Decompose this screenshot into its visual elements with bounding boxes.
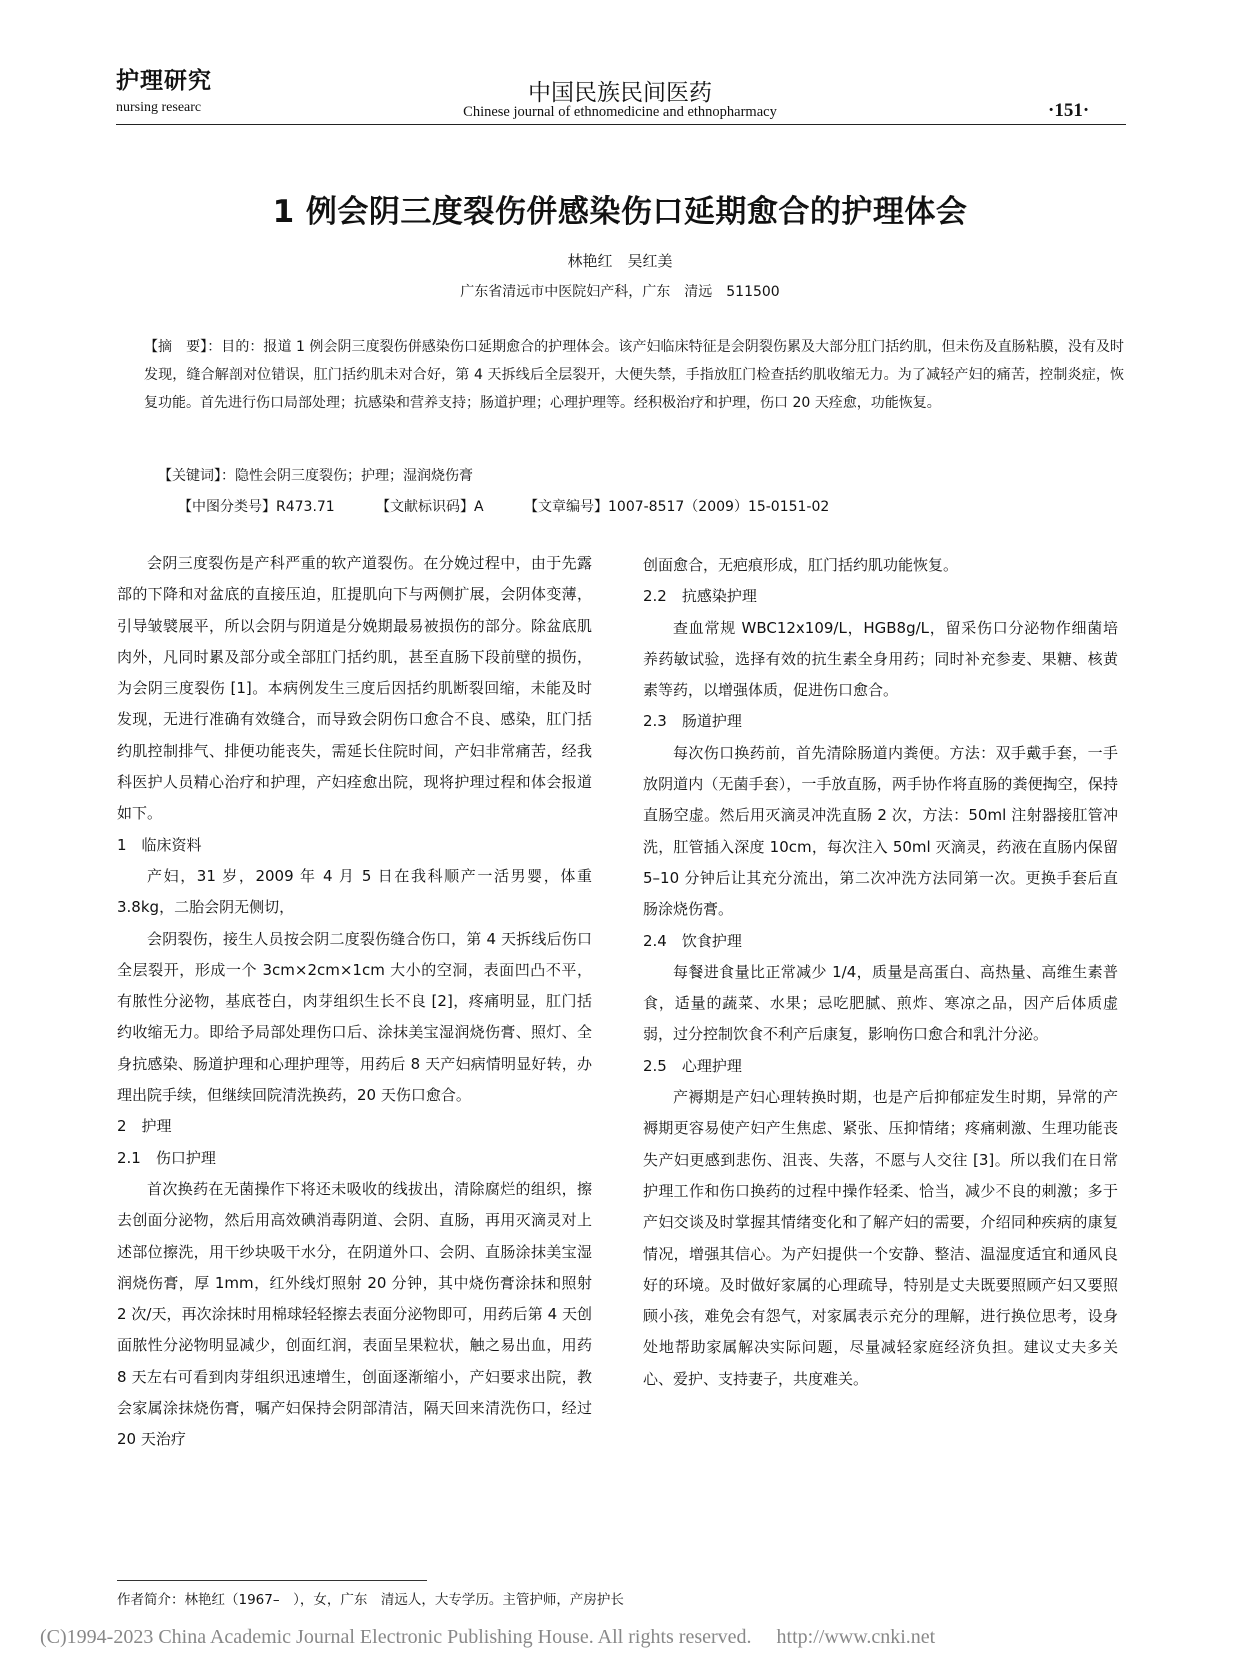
body-paragraph: 创面愈合，无疤痕形成，肛门括约肌功能恢复。	[643, 556, 959, 574]
body-paragraph: 会阴裂伤，接生人员按会阴二度裂伤缝合伤口，第 4 天拆线后伤口全层裂开，形成一个 3cm×2cm×1cm 大小的空洞，表面凹凸不平，有脓性分泌物，基底苍白，肉芽组织生长不良 [2]，疼痛明显，肛门括约收缩无力。即给予局部处理伤口后、涂抹美宝湿润烧伤膏、照灯、全身抗感染、肠道护理和心理护理等，用药后 8 天产妇病情明显好转，办理出院手续，但继续回院清洗换药，20 天伤口愈合。	[117, 929, 592, 1105]
body-paragraph: 每餐进食量比正常减少 1/4，质量是高蛋白、高热量、高维生素普食，适量的蔬菜、水果；忌吃肥腻、煎炸、寒凉之品，因产后体质虚弱，过分控制饮食不利产后康复，影响伤口愈合和乳汁分泌。	[643, 962, 1118, 1044]
body-paragraph: 首次换药在无菌操作下将还未吸收的线拔出，清除腐烂的组织，擦去创面分泌物，然后用高效碘消毒阴道、会阴、直肠，再用灭滴灵对上述部位擦洗，用干纱块吸干水分，在阴道外口、会阴、直肠涂抹美宝湿润烧伤膏，厚 1mm，红外线灯照射 20 分钟，其中烧伤膏涂抹和照射 2 次/天，再次涂抹时用棉球轻轻擦去表面分泌物即可，用药后第 4 天创面脓性分泌物明显减少，创面红润，表面呈果粒状，触之易出血，用药 8 天左右可看到肉芽组织迅速增生，创面逐渐缩小，产妇要求出院，教会家属涂抹烧伤膏，嘱产妇保持会阴部清洁，隔天回来清洗伤口，经过 20 天治疗	[117, 1179, 592, 1449]
section-heading: 2.3 肠道护理	[643, 712, 742, 731]
body-left-column	[117, 548, 592, 1456]
body-paragraph: 每次伤口换药前，首先清除肠道内粪便。方法：双手戴手套，一手放阴道内（无菌手套），一手放直肠，两手协作将直肠的粪便掏空，保持直肠空虚。然后用灭滴灵冲洗直肠 2 次，方法：50ml 注射器接肛管冲洗，肛管插入深度 10cm，每次注入 50ml 灭滴灵，药液在直肠内保留 5–10 分钟后让其充分流出，第二次冲洗方法同第一次。更换手套后直肠涂烧伤膏。	[643, 743, 1118, 919]
keywords: 【关键词】：隐性会阴三度裂伤；护理；湿润烧伤膏	[158, 468, 473, 484]
section-heading: 1 临床资料	[117, 835, 202, 854]
article-affiliation: 广东省清远市中医院妇产科，广东 清远 511500	[460, 284, 780, 300]
author-bio-footnote: 作者简介：林艳红（1967– ），女，广东 清远人，大专学历。主管护师，产房护长	[117, 1592, 624, 1608]
article-number: 【文章编号】1007-8517（2009）15-0151-02	[524, 499, 830, 515]
column-name: 护理研究	[116, 68, 212, 94]
section-heading: 2 护理	[117, 1117, 172, 1136]
copyright-watermark: (C)1994-2023 China Academic Journal Electronic Publishing House. All rights reserved. http://www.cnki.net	[40, 1626, 936, 1648]
section-heading: 2.4 饮食护理	[643, 931, 742, 950]
section-heading: 2.5 心理护理	[643, 1056, 742, 1075]
body-paragraph: 产妇，31 岁，2009 年 4 月 5 日在我科顺产一活男婴，体重 3.8kg，二胎会阴无侧切，	[117, 866, 592, 917]
clc-number: 【中图分类号】R473.71	[178, 499, 335, 515]
body-paragraph: 查血常规 WBC12x109/L，HGB8g/L，留采伤口分泌物作细菌培养药敏试验，选择有效的抗生素全身用药；同时补充参麦、果糖、核黄素等药，以增强体质，促进伤口愈合。	[643, 618, 1118, 700]
journal-title: 中国民族民间医药	[528, 80, 712, 106]
column-name-en: nursing researc	[116, 100, 202, 115]
article-title: 1 例会阴三度裂伤併感染伤口延期愈合的护理体会	[272, 194, 968, 230]
body-right-column	[643, 550, 1118, 1395]
footnote-divider	[117, 1580, 427, 1581]
document-code: 【文献标识码】A	[376, 499, 484, 515]
abstract: 【摘 要】：目的：报道 1 例会阴三度裂伤併感染伤口延期愈合的护理体会。该产妇临床特征是会阴裂伤累及大部分肛门括约肌，但未伤及直肠粘膜，没有及时发现，缝合解剖对位错误，肛门括约肌未对合好，第 4 天拆线后全层裂开，大便失禁，手指放肛门检查括约肌收缩无力。为了减轻产妇的痛苦，控制炎症，恢复功能。首先进行伤口局部处理；抗感染和营养支持；肠道护理；心理护理等。经积极治疗和护理，伤口 20 天痊愈，功能恢复。	[144, 339, 1124, 411]
article-authors: 林艳红 吴红美	[567, 252, 673, 270]
body-paragraph: 产褥期是产妇心理转换时期，也是产后抑郁症发生时期，异常的产褥期更容易使产妇产生焦虑、紧张、压抑情绪；疼痛刺激、生理功能丧失产妇更感到悲伤、沮丧、失落，不愿与人交往 [3]。所以我们在日常护理工作和伤口换药的过程中操作轻柔、恰当，减少不良的刺激；多于产妇交谈及时掌握其情绪变化和了解产妇的需要，介绍同种疾病的康复情况，增强其信心。为产妇提供一个安静、整洁、温湿度适宜和通风良好的环境。及时做好家属的心理疏导，特别是丈夫既要照顾产妇又要照顾小孩，难免会有怨气，对家属表示充分的理解，进行换位思考，设身处地帮助家属解决实际问题，尽量减轻家庭经济负担。建议丈夫多关心、爱护、支持妻子，共度难关。	[643, 1088, 1118, 1388]
journal-title-en: Chinese journal of ethnomedicine and ethnopharmacy	[463, 104, 777, 120]
section-heading: 2.2 抗感染护理	[643, 587, 757, 606]
header-divider	[116, 124, 1126, 125]
page-number: ·151·	[1048, 100, 1090, 121]
body-paragraph: 会阴三度裂伤是产科严重的软产道裂伤。在分娩过程中，由于先露部的下降和对盆底的直接压迫，肛提肌向下与两侧扩展，会阴体变薄，引导皱襞展平，所以会阴与阴道是分娩期最易被损伤的部分。除盆底肌肉外，凡同时累及部分或全部肛门括约肌，甚至直肠下段前壁的损伤，为会阴三度裂伤 [1]。本病例发生三度后因括约肌断裂回缩，未能及时发现，无进行准确有效缝合，而导致会阴伤口愈合不良、感染，肛门括约肌控制排气、排便功能丧失，需延长住院时间，产妇非常痛苦，经我科医护人员精心治疗和护理，产妇痊愈出院，现将护理过程和体会报道如下。	[117, 554, 592, 823]
section-heading: 2.1 伤口护理	[117, 1148, 216, 1167]
